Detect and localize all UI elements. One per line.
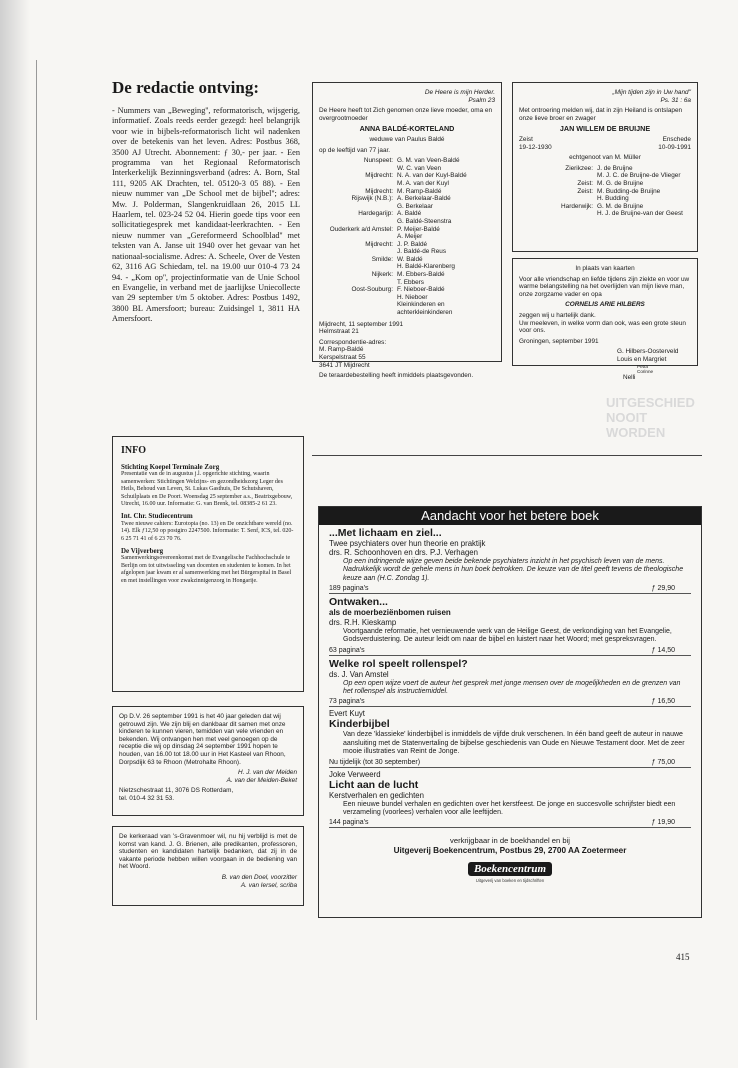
verse-text: „Mijn tijden zijn in Uw hand'': [612, 89, 691, 96]
family-place: Nunspeet:: [363, 157, 393, 165]
family-place: Ouderkerk a/d Amstel:: [329, 225, 393, 233]
verse-reference: Psalm 23: [468, 96, 495, 104]
book-author: drs. R. Schoonhoven en drs. P.J. Verhagen: [329, 548, 478, 557]
family-names: M. Ebbers-Baldé T. Ebbers: [397, 271, 445, 286]
signatory-names: G. Hilbers-Oosterveld Louis en Margriet: [617, 348, 679, 363]
book-author: drs. R.H. Kieskamp: [329, 617, 397, 627]
family-place: Hardegarijp:: [358, 210, 393, 218]
family-place: Rijswijk (N.B.):: [351, 195, 393, 203]
anniversary-signature: H. J. van der Meiden A. van der Meiden-Beket: [226, 769, 297, 784]
book-item: [329, 709, 691, 767]
info-item-text: Samenwerkingsovereenkomst met de Evangelische Fachhochschule te Berlijn om tot uitwisseling van docenten en studenten te komen. In het afgelopen jaar kwam er al samenwerking met het Bürgerspital in Basel en met instellingen voor zwakzinnigenzorg in Hongarije.: [121, 555, 292, 584]
anniversary-address: Nietzschestraat 11, 3076 DS Rotterdam, tel. 010-4 32 31 53.: [119, 787, 234, 802]
family-place: Zeist:: [577, 187, 593, 195]
family-names: W. Baldé H. Baldé-Klarenberg: [397, 255, 455, 271]
info-item: [121, 548, 295, 585]
info-item: [121, 464, 295, 508]
publisher-logo: [455, 859, 565, 883]
info-item-heading: De Vijverberg: [121, 547, 164, 556]
family-row: [319, 256, 495, 271]
family-row: [319, 226, 495, 241]
family-names: F. Nieboer-Baldé H. Nieboer Kleinkinderen en achterkleinkinderen: [397, 286, 453, 317]
family-row: [319, 271, 495, 286]
family-names: G. M. van Veen-Baldé W. C. van Veen: [397, 157, 460, 172]
book-title: Ontwaken...: [329, 596, 388, 609]
verse-reference: Ps. 31 : 6a: [660, 96, 691, 104]
gutter-line: [36, 60, 37, 1020]
death-date: 10-09-1991: [658, 143, 691, 151]
book-price: ƒ 75,00: [651, 758, 675, 766]
family-names: M. Budding-de Bruijne H. Budding: [597, 187, 661, 203]
family-place: Oost-Souburg:: [351, 286, 393, 294]
book-meta: [329, 584, 691, 594]
book-item: [329, 658, 691, 708]
book-price: ƒ 29,90: [651, 585, 675, 593]
book-author: Evert Kuyt: [329, 709, 365, 719]
redactie-body: - Nummers van „Beweging'', reformatorisch, wijsgerig, informatief. Zoals reeds eerder gezegd: heel belangrijk voor wie in bijbels-reformatorisch licht wil nadenken over de betekenis van het leven. Adres: Postbus 368, 3500 AJ Utrecht. Abonnement: ƒ 30,- per jaar. - Een programma van het Regionaal Reformatorisch Interkerkelijk Bezinningsverband (adres: A. Born, Stal 111, 9205 AK Drachten, tel. 05120-3 05 88). - Een nieuw nummer van „De School met de bijbel''; adres: Mw. J. Polderman, Slangenkruidlaan 26, 2015 LL Haarlem, tel. 023-24 52 04. Hierin goede tips voor een sollicitatiegesprek met kandidaat-leerkrachten. - Een nieuw nummer van „Gereformeerd Schoolblad'' met teksten van A. Janse uit 1940 over het gevaar van het nationaal-socialisme. Adres: A. Scheele, Over de Vesten 62, 3116 AG Schiedam, tel. na 19.00 uur 010-4 73 24 94. - „Kom op'', projectinformatie van de Unie School en Evangelie, in verband met de jaarlijkse Uniecollecte van 29 september t/m 5 oktober. Adres: Postbus 1492, 3800 BL Amersfoort; bureau: Zuidsingel 1, 3811 HA Amersfoort.: [112, 106, 300, 324]
family-row: [519, 188, 691, 203]
book-banner: Aandacht voor het betere boek: [319, 507, 701, 525]
book-footer: [319, 836, 701, 855]
council-text: De kerkeraad van 's-Gravenmoer wil, nu hij verblijd is met de komst van kand. J. G. Brienen, alle predikanten, professoren, studenten en kandidaten hartelijk bedanken, dat zij in de vakante periode hebben willen voorgaan in de bediening van het Woord.: [119, 833, 297, 871]
publisher-logo-tagline: Uitgeverij van boeken en tijdschriften: [475, 878, 545, 884]
book-description: Voortgaande reformatie, het vernieuwende werk van de Heilige Geest, de verkondiging van het Evangelie, Godsverduistering. De auteur leidt om naar de bijbel en luistert naar het Woord; met gespreksvragen.: [343, 627, 672, 644]
page-number: 415: [676, 952, 690, 962]
family-row: [519, 180, 691, 188]
anniversary-announcement: [112, 706, 304, 816]
info-item-text: Presentatie van de in augustus j.l. opgerichte stichting, waarin samenwerken: Stichtingen Welzijns- en gezondheidszorg Leger des Heils, Behoud van Leven, St. Lukas Gasthuis, De Schutshaven, Schuilplaats en De Poort. Woensdag 25 september a.s., Beatrixgebouw, Utrecht, 16.00 uur. Informatie: G. van Brenk, tel. 08385-2 61 23.: [121, 471, 293, 508]
anniversary-text: Op D.V. 26 september 1991 is het 40 jaar geleden dat wij getrouwd zijn. We zijn blij en dankbaar dit samen met onze kinderen te kunnen vieren, temidden van vele vrienden en bekenden. Wij ontvangen hen met veel genoegen op de receptie die wij op dinsdag 24 september 1991 hopen te houden, van 16.00 tot 18.00 uur in Het Kasteel van Rhoon, Dorpsdijk 63 te Rhoon (Metrohalte Rhoon).: [119, 713, 286, 766]
council-signature: B. van den Doel, voorzitter A. van Iersel, scriba: [221, 873, 297, 889]
thanks-message: zeggen wij u hartelijk dank. Uw meeleven, in welke vorm dan ook, was een grote steun voor ons.: [519, 311, 686, 335]
spouse-line: echtgenoot van M. Müller: [569, 154, 641, 162]
family-names: G. M. de Bruijne H. J. de Bruijne-van der Geest: [597, 202, 683, 218]
correspondence-address: Correspondentie-adres: M. Ramp-Baldé Kerspelstraat 55 3641 JT Mijdrecht: [319, 338, 387, 369]
signatory-last: Nelli: [623, 374, 636, 382]
family-names: N. A. van der Kuyl-Baldé M. A. van der Kuyl: [397, 172, 467, 187]
info-item-heading: Stichting Koepel Terminale Zorg: [121, 463, 220, 471]
book-title: ...Met lichaam en ziel...: [329, 527, 442, 539]
book-pages: 73 pagina's: [329, 698, 365, 706]
bleed-through-text: UITGESCHIED NOOIT WORDEN: [606, 395, 695, 440]
book-description: Op een open wijze voert de auteur het gesprek met jonge mensen over de mogelijkheden en de grenzen van het rollenspel als instructiemiddel.: [343, 679, 681, 695]
book-price: ƒ 16,50: [651, 698, 675, 706]
family-place: Smilde:: [371, 255, 393, 263]
age-line: op de leeftijd van 77 jaar.: [319, 146, 391, 154]
deceased-name: JAN WILLEM DE BRUIJNE: [559, 124, 651, 134]
family-names: M. Ramp-Baldé: [397, 187, 442, 195]
book-pages: 63 pagina's: [329, 646, 365, 654]
book-title: Kinderbijbel: [329, 718, 390, 731]
family-names: A. Baldé G. Baldé-Steenstra: [397, 210, 452, 225]
book-author: Joke Verweerd: [329, 769, 381, 779]
book-pages: 144 pagina's: [329, 819, 369, 827]
deceased-name: ANNA BALDÉ-KORTELAND: [359, 124, 455, 134]
redactie-section: [112, 78, 300, 325]
family-place: Mijdrecht:: [365, 240, 393, 248]
page-edge-shadow: [0, 0, 30, 1068]
obituary-intro: De Heere heeft tot Zich genomen onze lieve moeder, oma en overgrootmoeder: [319, 107, 493, 122]
family-row: [319, 172, 495, 187]
book-list: [319, 525, 701, 832]
book-subtitle: Kerstverhalen en gedichten: [329, 790, 424, 800]
place-date: Groningen, september 1991: [519, 337, 599, 345]
funeral-note: De teraardebestelling heeft inmiddels plaatsgevonden.: [319, 372, 474, 380]
book-meta: [329, 646, 691, 656]
date-place: Mijdrecht, 11 september 1991 Helmstraat 21: [319, 320, 404, 336]
family-row: [319, 157, 495, 172]
family-place: Harderwijk:: [561, 202, 593, 210]
family-place: Nijkerk:: [371, 271, 393, 279]
info-box: [112, 436, 304, 692]
verse-text: De Heere is mijn Herder.: [424, 89, 495, 96]
obituary-verse: [519, 89, 691, 104]
family-list: [319, 157, 495, 316]
info-item: [121, 513, 295, 543]
book-meta: [329, 818, 691, 828]
life-dates: [519, 136, 691, 151]
family-row: [519, 165, 691, 180]
family-place: Zierikzee:: [565, 164, 593, 172]
info-title: INFO: [121, 445, 146, 456]
family-row: [319, 241, 495, 256]
book-advertisement: [318, 506, 702, 918]
book-title: Licht aan de lucht: [329, 778, 419, 791]
book-description: Een nieuwe bundel verhalen en gedichten over het kerstfeest. De jonge en succesvolle schrijfster biedt een verzameling (voorlees) verhalen voor alle leeftijden.: [343, 800, 676, 816]
widow-line: weduwe van Paulus Baldé: [369, 135, 445, 143]
info-item-heading: Int. Chr. Studiecentrum: [121, 512, 193, 521]
birth-date: 19-12-1930: [519, 143, 552, 151]
signatories: [519, 348, 691, 382]
book-pages: Nu tijdelijk (tot 30 september): [329, 758, 421, 766]
family-row: [319, 210, 495, 225]
family-place: Mijdrecht:: [365, 187, 393, 195]
obituary-balde: [312, 82, 502, 380]
book-description: Op een indringende wijze geven beide bekende psychiaters inzicht in het psychisch leven van de mens. Nadrukkelijk wordt de gehele mens in hun boek betrokken. De keuze van de titel geeft tevens de theologische keuze aan (H.C. Zondag 1).: [343, 558, 684, 582]
thanks-hilbers: [512, 258, 698, 382]
family-list: [519, 165, 691, 218]
family-place: Mijdrecht:: [365, 172, 393, 180]
family-row: [319, 195, 495, 210]
family-names: P. Meijer-Baldé A. Meijer: [397, 225, 440, 241]
book-description: Van deze 'klassieke' kinderbijbel is inmiddels de vijfde druk verschenen. In één band geeft de auteur in nauwe aansluiting met de Statenvertaling de bijbelse geschiedenis van Oude en Nieuwe Testament door. Met de zeer mooie illustraties van Reint de Jonge.: [343, 731, 685, 756]
book-pages: 189 pagina's: [329, 585, 369, 593]
deceased-name: CORNELIS ARIE HILBERS: [565, 301, 645, 309]
book-price: ƒ 14,50: [651, 646, 675, 654]
family-names: J. P. Baldé J. Baldé-de Reus: [397, 240, 447, 256]
book-subtitle: als de moerbeziën​bomen ruisen: [329, 608, 451, 618]
family-row: [319, 286, 495, 316]
book-subtitle: Twee psychiaters over hun theorie en praktijk: [329, 539, 486, 548]
thanks-header: In plaats van kaarten: [575, 265, 635, 272]
family-names: J. de Bruijne M. J. C. de Bruijne-de Vlieger: [597, 164, 681, 180]
book-footer-line1: verkrijgbaar in de boekhandel en bij: [450, 836, 570, 846]
church-council-thanks: [112, 826, 304, 906]
family-row: [519, 203, 691, 218]
obituary-verse: [319, 89, 495, 104]
thanks-text: Voor alle vriendschap en liefde tijdens zijn ziekte en voor uw warme belangstelling na het overlijden van mijn lieve man, onze zorgzame vader en opa: [519, 275, 690, 298]
section-divider: [312, 455, 702, 456]
family-row: [319, 188, 495, 196]
obituary-intro: Met ontroering melden wij, dat in zijn Heiland is ontslapen onze lieve broer en zwager: [519, 107, 683, 122]
info-item-text: Twee nieuwe cahiers: Eurotopia (no. 13) en De onzichtbare wereld (no. 14). Elk ƒ12,50 op postgiro 2247500. Informatie: T. Senf, ICS, tel. 020-6 25 71 41 of 6 23 70 76.: [121, 520, 294, 542]
publisher-logo-mark: Boekencentrum: [468, 862, 552, 876]
book-footer-line2: Uitgeverij Boekencentrum, Postbus 29, 2700 AA Zoetermeer: [393, 845, 627, 855]
book-author: ds. J. Van Amstel: [329, 669, 389, 679]
book-title: Welke rol speelt rollenspel?: [329, 657, 468, 670]
book-item: [329, 596, 691, 655]
book-meta: [329, 758, 691, 768]
book-meta: [329, 697, 691, 707]
book-item: [329, 527, 691, 594]
birth-place: Zeist: [519, 135, 533, 143]
redactie-title: De redactie ontving:: [112, 78, 259, 97]
family-names: M. G. de Bruijne: [597, 179, 644, 187]
family-place: Zeist:: [577, 179, 593, 187]
signatory-small-names: Petra Corinne: [637, 363, 654, 374]
death-place: Enschede: [662, 135, 691, 143]
obituary-de-bruijne: [512, 82, 698, 252]
book-price: ƒ 19,90: [651, 819, 675, 827]
family-names: A. Berkelaar-Baldé G. Berkelaar: [397, 195, 451, 210]
book-item: [329, 770, 691, 829]
